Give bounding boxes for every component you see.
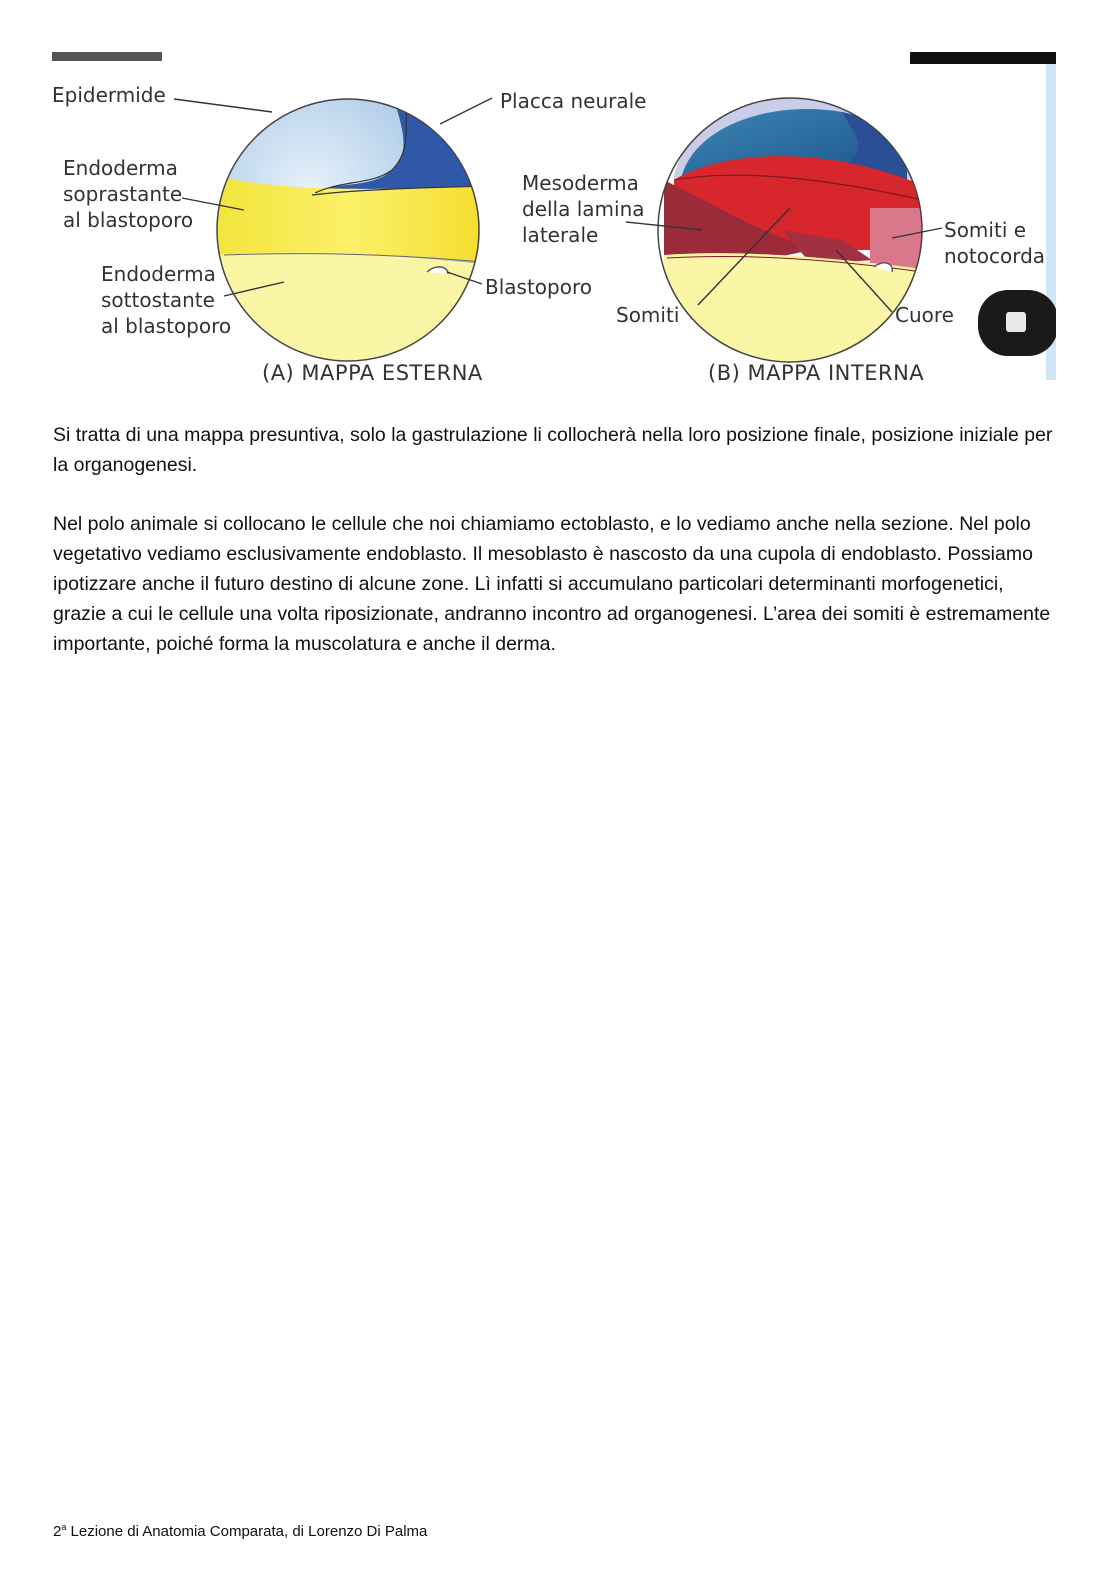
map-b-sphere (652, 90, 932, 380)
overlay-stop-icon (1006, 312, 1026, 332)
label-placca-neurale: Placca neurale (500, 89, 647, 113)
label-mesoderma-1: Mesoderma (522, 171, 639, 195)
somites-notochord-region (870, 208, 932, 270)
label-mesoderma-2: della lamina (522, 197, 645, 221)
label-somiti-noto-1: Somiti e (944, 218, 1027, 242)
caption-map-a: (A) MAPPA ESTERNA (262, 361, 483, 385)
label-endoderm-above-2: soprastante (63, 182, 183, 206)
embryo-fate-map-figure (52, 50, 1056, 390)
footer-superscript: a (61, 1522, 67, 1532)
label-cuore: Cuore (895, 303, 954, 327)
footer-text: Lezione di Anatomia Comparata, di Lorenzo Di Palma (66, 1523, 428, 1540)
map-a-sphere (212, 90, 492, 380)
label-somiti: Somiti (616, 303, 680, 327)
paragraph-2: Nel polo animale si collocano le cellule che noi chiamiamo ectoblasto, e lo vediamo anche nella sezione. Nel polo vegetativo vediamo esclusivamente endoblasto. Il mesoblasto è nascosto da una cupola di endoblasto. Possiamo ipotizzare anche il futuro destino di alcune zone. Lì infatti si accumulano particolari determinanti morfogenetici, grazie a cui le cellule una volta riposizionate, andranno incontro ad organogenesi. L’area dei somiti è estremamente importante, poiché forma la muscolatura e anche il derma. (53, 513, 1051, 655)
label-blastoporo: Blastoporo (485, 275, 592, 299)
label-endoderm-below-1: Endoderma (101, 262, 216, 286)
page-footer (53, 1522, 427, 1540)
label-endoderm-above-1: Endoderma (63, 156, 178, 180)
label-endoderm-below-3: al blastoporo (101, 314, 232, 338)
scan-bar-left (52, 52, 162, 61)
footer-ordinal: 2 (53, 1523, 62, 1540)
label-endoderm-above-3: al blastoporo (63, 208, 194, 232)
label-epidermide: Epidermide (52, 83, 166, 107)
label-mesoderma-3: laterale (522, 223, 599, 247)
label-endoderm-below-2: sottostante (101, 288, 215, 312)
fate-map-diagram (52, 50, 1056, 390)
caption-map-b: (B) MAPPA INTERNA (708, 361, 925, 385)
scan-bar-right (910, 52, 1056, 64)
paragraph-1: Si tratta di una mappa presuntiva, solo la gastrulazione li collocherà nella loro posizione finale, posizione iniziale per la organogenesi. (53, 424, 1053, 476)
label-somiti-noto-2: notocorda (944, 244, 1046, 268)
